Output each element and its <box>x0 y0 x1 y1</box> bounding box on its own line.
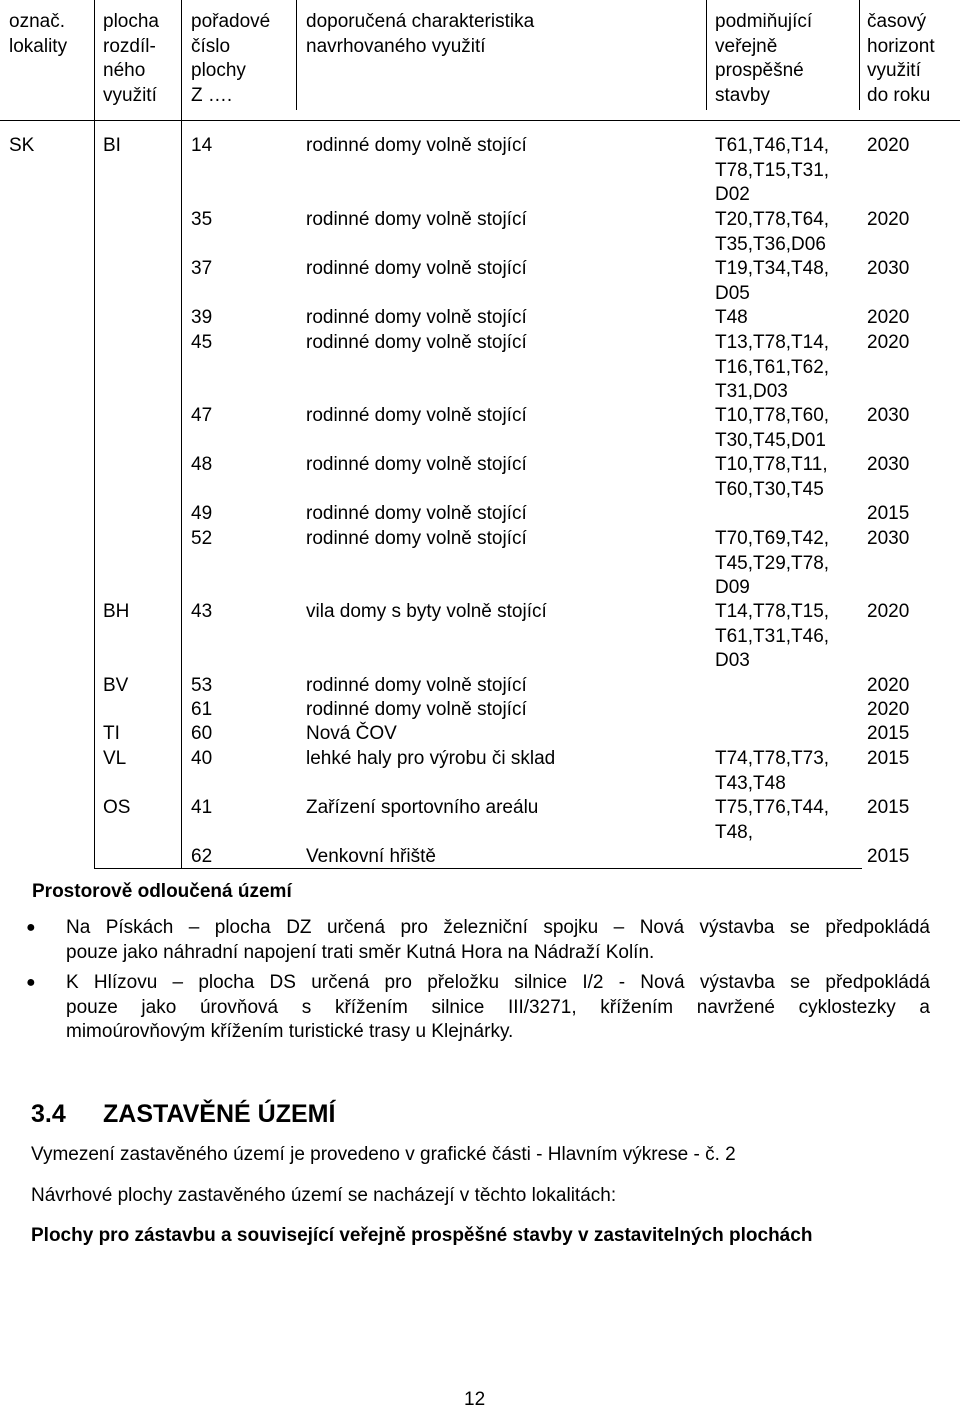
area-number: 37 <box>191 258 213 279</box>
area-description: rodinné domy volně stojící <box>306 307 527 328</box>
area-number: 45 <box>191 332 213 353</box>
area-description: rodinné domy volně stojící <box>306 258 527 279</box>
area-description: Venkovní hřiště <box>306 846 436 867</box>
paragraph: Návrhové plochy zastavěného území se nacházejí v těchto lokalitách: <box>31 1185 617 1206</box>
header-public-works: podmiňující veřejně prospěšné stavby <box>715 11 813 106</box>
public-works: T61,T46,T14, T78,T15,T31, D02 <box>715 135 830 205</box>
public-works: T70,T69,T42, T45,T29,T78, D09 <box>715 528 830 598</box>
area-number: 49 <box>191 503 213 524</box>
area-label: BI <box>103 135 121 156</box>
horizon-year: 2020 <box>867 135 910 156</box>
locality-code: SK <box>9 135 35 156</box>
column-divider <box>94 0 95 868</box>
area-description: rodinné domy volně stojící <box>306 332 527 353</box>
area-number: 14 <box>191 135 213 156</box>
bullet-icon: ● <box>26 974 36 991</box>
area-number: 53 <box>191 675 213 696</box>
area-number: 43 <box>191 601 213 622</box>
header-order-number: pořadové číslo plochy Z …. <box>191 11 271 106</box>
horizon-year: 2020 <box>867 209 910 230</box>
area-number: 39 <box>191 307 213 328</box>
public-works: T20,T78,T64, T35,T36,D06 <box>715 209 830 255</box>
horizon-year: 2030 <box>867 528 910 549</box>
paragraph: Vymezení zastavěného území je provedeno v grafické části - Hlavním výkrese - č. 2 <box>31 1144 736 1165</box>
horizon-year: 2030 <box>867 405 910 426</box>
area-description: lehké haly pro výrobu či sklad <box>306 748 556 769</box>
area-number: 47 <box>191 405 213 426</box>
public-works: T19,T34,T48, D05 <box>715 258 830 304</box>
area-description: rodinné domy volně stojící <box>306 528 527 549</box>
horizon-year: 2015 <box>867 723 910 744</box>
column-divider <box>181 0 182 868</box>
public-works: T13,T78,T14, T16,T61,T62, T31,D03 <box>715 332 830 402</box>
area-number: 40 <box>191 748 213 769</box>
bullet-paragraph: Na Pískách – plocha DZ určená pro železniční spojku – Nová výstavba se předpokládá pouze jako náhradní napojení trati směr Kutná Hora na Nádraží Kolín. <box>66 917 930 963</box>
horizon-year: 2015 <box>867 797 910 818</box>
area-label: BV <box>103 675 129 696</box>
horizon-year: 2030 <box>867 454 910 475</box>
public-works: T74,T78,T73, T43,T48 <box>715 748 830 794</box>
header-characteristic: doporučená charakteristika navrhovaného využití <box>306 11 535 57</box>
area-description: rodinné domy volně stojící <box>306 675 527 696</box>
area-label: OS <box>103 797 131 818</box>
area-label: VL <box>103 748 127 769</box>
area-description: vila domy s byty volně stojící <box>306 601 547 622</box>
area-number: 35 <box>191 209 213 230</box>
public-works: T48 <box>715 307 748 328</box>
header-locality: označ. lokality <box>9 11 68 57</box>
area-number: 41 <box>191 797 213 818</box>
header-rule <box>0 120 960 121</box>
public-works: T10,T78,T60, T30,T45,D01 <box>715 405 830 451</box>
area-description: rodinné domy volně stojící <box>306 699 527 720</box>
bold-paragraph: Plochy pro zástavbu a související veřejně prospěšné stavby v zastavitelných plochách <box>31 1225 813 1246</box>
area-label: TI <box>103 723 120 744</box>
area-number: 60 <box>191 723 213 744</box>
area-number: 61 <box>191 699 213 720</box>
horizon-year: 2015 <box>867 846 910 867</box>
bullet-icon: ● <box>26 919 36 936</box>
area-description: rodinné domy volně stojící <box>306 209 527 230</box>
horizon-year: 2015 <box>867 748 910 769</box>
page-number: 12 <box>464 1389 486 1410</box>
separate-areas-title: Prostorově odloučená území <box>32 881 292 902</box>
column-divider <box>859 0 860 110</box>
horizon-year: 2030 <box>867 258 910 279</box>
area-description: rodinné domy volně stojící <box>306 503 527 524</box>
column-divider <box>296 0 297 110</box>
horizon-year: 2015 <box>867 503 910 524</box>
horizon-year: 2020 <box>867 601 910 622</box>
horizon-year: 2020 <box>867 332 910 353</box>
area-number: 48 <box>191 454 213 475</box>
column-divider <box>706 0 707 110</box>
area-description: Nová ČOV <box>306 723 397 744</box>
horizon-year: 2020 <box>867 307 910 328</box>
public-works: T10,T78,T11, T60,T30,T45 <box>715 454 828 500</box>
area-label: BH <box>103 601 130 622</box>
public-works: T14,T78,T15, T61,T31,T46, D03 <box>715 601 830 671</box>
area-number: 52 <box>191 528 213 549</box>
area-description: rodinné domy volně stojící <box>306 405 527 426</box>
horizon-year: 2020 <box>867 699 910 720</box>
horizon-year: 2020 <box>867 675 910 696</box>
header-time-horizon: časový horizont využití do roku <box>867 11 935 106</box>
bullet-paragraph: K Hlízovu – plocha DS určená pro přeložku silnice I/2 - Nová výstavba se předpokládá pouze jako úrovňová s křížením silnice III/3271, křížením navržené cyklostezky a mimoúrovňovým křížením turistické trasy u Klejnárky. <box>66 972 930 1042</box>
public-works: T75,T76,T44, T48, <box>715 797 830 843</box>
area-description: rodinné domy volně stojící <box>306 135 527 156</box>
section-heading: 3.4 ZASTAVĚNÉ ÚZEMÍ <box>31 1100 336 1128</box>
header-area-use: plocha rozdíl- ného využití <box>103 11 159 106</box>
area-description: rodinné domy volně stojící <box>306 454 527 475</box>
area-description: Zařízení sportovního areálu <box>306 797 539 818</box>
area-number: 62 <box>191 846 213 867</box>
